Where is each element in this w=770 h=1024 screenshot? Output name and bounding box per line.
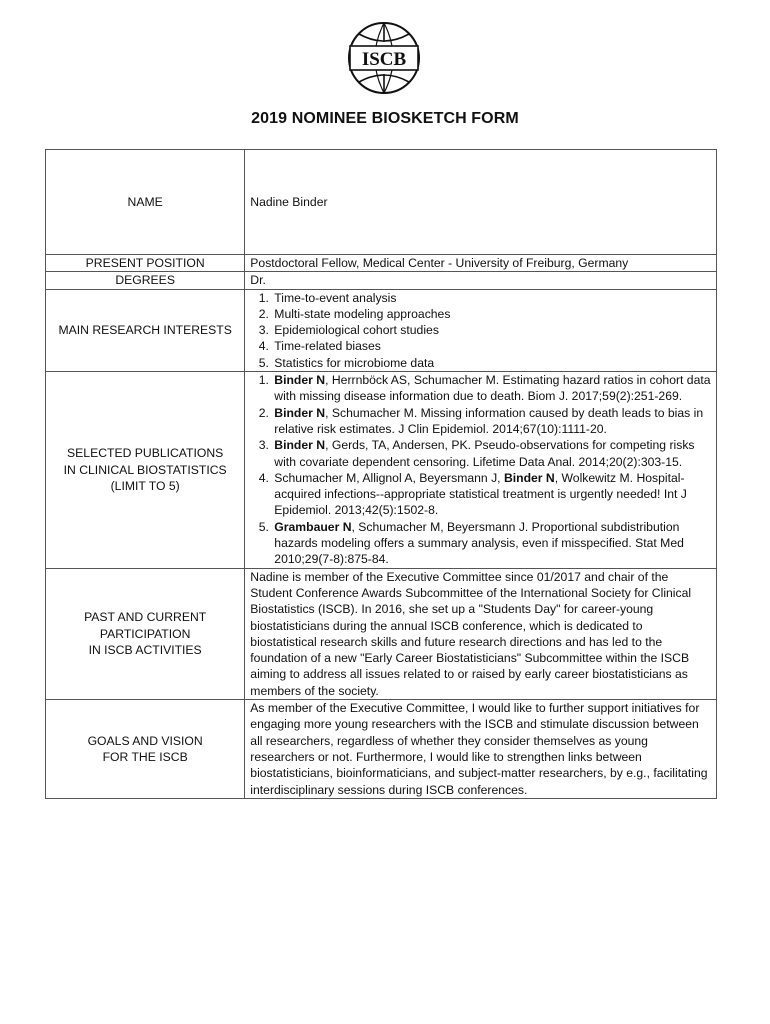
interest-item: 4. Time-related biases — [272, 338, 711, 354]
position-label: PRESENT POSITION — [46, 255, 245, 272]
row-position — [46, 255, 717, 272]
interests-label: MAIN RESEARCH INTERESTS — [46, 289, 245, 371]
goals-label: GOALS AND VISION FOR THE ISCB — [46, 700, 245, 799]
biosketch-table — [45, 149, 717, 799]
name-value: Nadine Binder — [245, 150, 717, 255]
name-label: NAME — [46, 150, 245, 255]
interest-item: 5. Statistics for microbiome data — [272, 355, 711, 371]
publication-item: 2. Binder N, Schumacher M. Missing information caused by death leads to bias in relative risk estimates. J Clin Epidemiol. 2014;67(10):1111-20. — [272, 405, 711, 438]
publication-item: 3. Binder N, Gerds, TA, Andersen, PK. Pseudo-observations for competing risks with covariate dependent censoring. Lifetime Data Anal. 2014;20(2):303-15. — [272, 437, 711, 470]
degrees-label: DEGREES — [46, 272, 245, 289]
interests-list — [250, 290, 711, 371]
svg-text:ISCB: ISCB — [361, 49, 407, 70]
row-publications — [46, 372, 717, 569]
publications-list — [250, 372, 711, 568]
interest-item: 1. Time-to-event analysis — [272, 290, 711, 306]
interest-item: 3. Epidemiological cohort studies — [272, 322, 711, 338]
row-interests — [46, 289, 717, 371]
publication-item: 1. Binder N, Herrnböck AS, Schumacher M. Estimating hazard ratios in cohort data with missing disease information due to death. Biom J. 2017;59(2):251-269. — [272, 372, 711, 405]
publications-label: SELECTED PUBLICATIONS IN CLINICAL BIOSTATISTICS (LIMIT TO 5) — [46, 372, 245, 569]
interest-item: 2. Multi-state modeling approaches — [272, 306, 711, 322]
goals-text: As member of the Executive Committee, I would like to further support initiatives for engaging more young researchers with the ISCB and stimulate discussion between all researchers, regardless of whether they consider themselves as young researchers or not. Furthermore, I would like to strengthen links between biostatisticians, bioinformaticians, and subject-matter researchers, by e.g., facilitating interdisciplinary sessions during ISCB conferences. — [250, 701, 708, 797]
row-name — [46, 150, 717, 255]
position-value: Postdoctoral Fellow, Medical Center - University of Freiburg, Germany — [245, 255, 717, 272]
participation-text: Nadine is member of the Executive Committee since 01/2017 and chair of the Student Conference Awards Subcommittee of the International Society for Clinical Biostatistics (ISCB). In 2016, she set up a "Students Day" for career-young biostatisticians during the annual ISCB conference, which is dedicated to biostatistical research skills and future research directions and has led to the foundation of a new "Early Career Biostatisticians" Subcommittee within the ISCB aiming to address all issues related to or raised by early career biostatisticians as members of the society. — [250, 569, 692, 698]
row-goals — [46, 700, 717, 799]
publication-item: 5. Grambauer N, Schumacher M, Beyersmann J. Proportional subdistribution hazards modeling offers a summary analysis, even if misspecified. Stat Med 2010;29(7-8):875-84. — [272, 519, 711, 568]
form-title: 2019 NOMINEE BIOSKETCH FORM — [251, 110, 519, 127]
row-participation — [46, 568, 717, 699]
iscb-logo — [346, 20, 422, 96]
degrees-value: Dr. — [245, 272, 717, 289]
participation-label: PAST AND CURRENT PARTICIPATION IN ISCB ACTIVITIES — [46, 568, 245, 699]
row-degrees — [46, 272, 717, 289]
publication-item: 4. Schumacher M, Allignol A, Beyersmann J, Binder N, Wolkewitz M. Hospital-acquired infections--appropriate statistical treatment is urgently needed! Int J Epidemiol. 2013;42(5):1502-8. — [272, 470, 711, 519]
